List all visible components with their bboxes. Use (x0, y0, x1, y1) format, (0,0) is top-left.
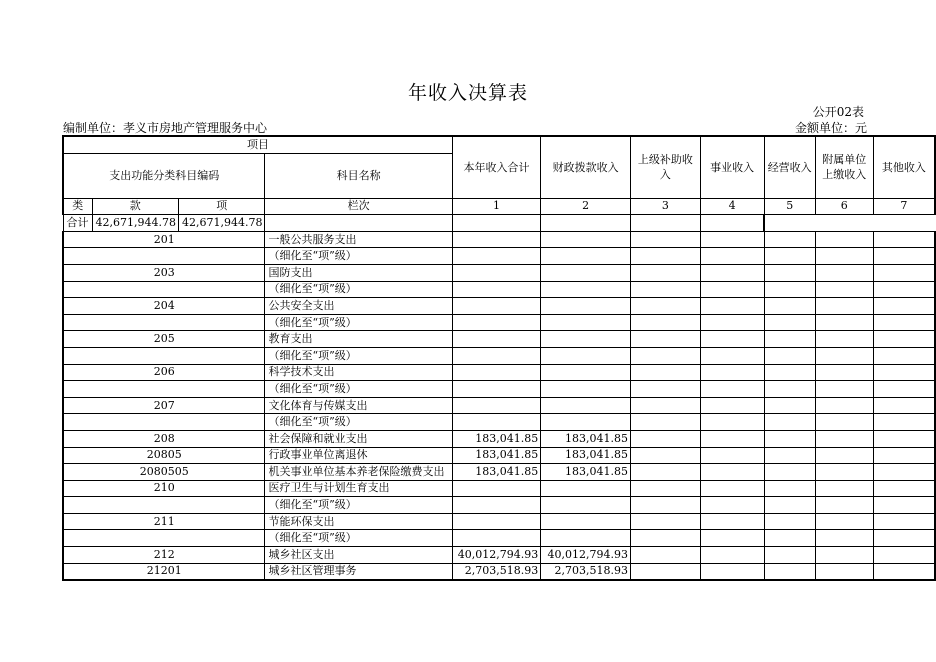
row-code: 203 (63, 264, 265, 281)
row-value-col-6 (815, 513, 873, 530)
row-value-col-6 (815, 447, 873, 464)
row-subject-name: 国防支出 (265, 264, 452, 281)
row-value-col-5 (764, 364, 815, 381)
row-subject-name: （细化至“项”级） (265, 381, 452, 398)
row-value-col-7 (873, 430, 935, 447)
row-value-col-2 (541, 264, 631, 281)
row-value-col-6 (815, 248, 873, 265)
row-code: 208 (63, 430, 265, 447)
row-value-col-4 (700, 497, 764, 514)
row-value-col-7 (873, 264, 935, 281)
row-value-col-1 (452, 480, 540, 497)
row-value-col-1 (452, 513, 540, 530)
row-value-col-3 (631, 347, 701, 364)
row-value-col-4 (700, 547, 764, 564)
row-value-col-5 (764, 248, 815, 265)
row-value-col-1 (452, 530, 540, 547)
row-value-col-1: 42,671,944.78 (92, 215, 178, 232)
col-header-subordinate-remit: 附属单位上缴收入 (815, 136, 873, 198)
row-value-col-6 (815, 331, 873, 348)
row-value-col-1 (452, 364, 540, 381)
row-value-col-2 (541, 381, 631, 398)
row-value-col-4 (700, 414, 764, 431)
row-value-col-7 (873, 298, 935, 315)
row-value-col-7 (873, 381, 935, 398)
col-number-6: 6 (815, 198, 873, 215)
row-value-col-3 (265, 215, 452, 232)
table-row (63, 430, 935, 447)
row-value-col-5 (764, 513, 815, 530)
row-value-col-5 (764, 547, 815, 564)
col-number-2: 2 (541, 198, 631, 215)
row-value-col-7 (873, 563, 935, 580)
row-value-col-6 (815, 381, 873, 398)
row-value-col-1: 183,041.85 (452, 430, 540, 447)
row-value-col-6 (815, 314, 873, 331)
table-row (63, 447, 935, 464)
row-value-col-6 (815, 530, 873, 547)
row-value-col-7 (873, 248, 935, 265)
row-subject-name: （细化至“项”级） (265, 281, 452, 298)
table-row (63, 364, 935, 381)
project-header: 项目 (63, 136, 452, 153)
row-code (63, 281, 265, 298)
row-value-col-2 (541, 397, 631, 414)
row-value-col-6 (631, 215, 701, 232)
row-code: 210 (63, 480, 265, 497)
row-value-col-5 (764, 480, 815, 497)
compiling-unit: 编制单位：孝义市房地产管理服务中心 (63, 121, 268, 135)
row-value-col-7 (873, 464, 935, 481)
row-value-col-4 (700, 264, 764, 281)
row-value-col-2 (541, 298, 631, 315)
row-value-col-5 (764, 298, 815, 315)
row-value-col-3 (631, 264, 701, 281)
col-number-1: 1 (452, 198, 540, 215)
row-value-col-1 (452, 248, 540, 265)
row-value-col-6 (815, 281, 873, 298)
row-value-col-5 (541, 215, 631, 232)
row-value-col-2 (541, 480, 631, 497)
row-value-col-7 (873, 364, 935, 381)
row-value-col-1: 2,703,518.93 (452, 563, 540, 580)
col-number-4: 4 (700, 198, 764, 215)
row-code: 201 (63, 231, 265, 248)
row-code: 205 (63, 331, 265, 348)
table-row (63, 264, 935, 281)
row-value-col-1 (452, 314, 540, 331)
row-subject-name: 公共安全支出 (265, 298, 452, 315)
row-value-col-5 (764, 464, 815, 481)
row-value-col-4 (700, 231, 764, 248)
table-row (63, 215, 935, 232)
table-row (63, 298, 935, 315)
xiang-header: 项 (178, 198, 264, 215)
row-code: 206 (63, 364, 265, 381)
table-row (63, 414, 935, 431)
row-value-col-3 (631, 397, 701, 414)
row-value-col-3 (631, 331, 701, 348)
table-row (63, 547, 935, 564)
row-value-col-5 (764, 264, 815, 281)
row-code (63, 248, 265, 265)
row-value-col-2 (541, 314, 631, 331)
row-value-col-3 (631, 298, 701, 315)
col-number-7: 7 (873, 198, 935, 215)
table-row (63, 464, 935, 481)
row-value-col-2: 42,671,944.78 (178, 215, 264, 232)
row-value-col-5 (764, 381, 815, 398)
row-value-col-3 (631, 563, 701, 580)
row-value-col-1 (452, 264, 540, 281)
col-header-superior-subsidy: 上级补助收入 (631, 136, 701, 198)
row-value-col-4 (700, 331, 764, 348)
row-value-col-4 (700, 364, 764, 381)
row-value-col-7 (873, 480, 935, 497)
row-subject-name: （细化至“项”级） (265, 347, 452, 364)
kuan-header: 款 (92, 198, 178, 215)
row-value-col-1: 40,012,794.93 (452, 547, 540, 564)
row-value-col-4 (700, 563, 764, 580)
row-subject-name: 文化体育与传媒支出 (265, 397, 452, 414)
row-value-col-5 (764, 530, 815, 547)
lanci-label: 栏次 (265, 198, 452, 215)
row-value-col-4 (452, 215, 540, 232)
amount-unit: 金额单位：元 (794, 121, 867, 135)
row-value-col-1 (452, 397, 540, 414)
row-value-col-5 (764, 563, 815, 580)
row-value-col-5 (764, 497, 815, 514)
row-value-col-6 (815, 430, 873, 447)
row-value-col-3 (631, 547, 701, 564)
row-value-col-3 (631, 447, 701, 464)
row-value-col-4 (700, 513, 764, 530)
col-header-business-income: 事业收入 (700, 136, 764, 198)
row-value-col-7 (700, 215, 764, 232)
row-value-col-4 (700, 464, 764, 481)
row-subject-name: 社会保障和就业支出 (265, 430, 452, 447)
row-value-col-2: 183,041.85 (541, 447, 631, 464)
row-value-col-2 (541, 248, 631, 265)
row-subject-name: 教育支出 (265, 331, 452, 348)
row-subject-name: （细化至“项”级） (265, 248, 452, 265)
row-value-col-2: 2,703,518.93 (541, 563, 631, 580)
row-subject-name: （细化至“项”级） (265, 414, 452, 431)
row-value-col-7 (873, 513, 935, 530)
row-value-col-2: 183,041.85 (541, 464, 631, 481)
row-subject-name: 科学技术支出 (265, 364, 452, 381)
row-value-col-5 (764, 447, 815, 464)
row-value-col-6 (815, 347, 873, 364)
row-value-col-3 (631, 281, 701, 298)
row-value-col-4 (700, 447, 764, 464)
row-value-col-3 (631, 430, 701, 447)
row-value-col-4 (700, 281, 764, 298)
row-value-col-3 (631, 314, 701, 331)
row-subject-name: 机关事业单位基本养老保险缴费支出 (265, 464, 452, 481)
row-code (63, 314, 265, 331)
table-row (63, 314, 935, 331)
row-value-col-7 (873, 397, 935, 414)
row-value-col-6 (815, 480, 873, 497)
row-value-col-4 (700, 314, 764, 331)
row-value-col-5 (764, 281, 815, 298)
row-value-col-4 (700, 397, 764, 414)
col-header-fiscal: 财政拨款收入 (541, 136, 631, 198)
row-value-col-7 (873, 530, 935, 547)
row-code (63, 530, 265, 547)
row-code (63, 347, 265, 364)
row-value-col-2: 40,012,794.93 (541, 547, 631, 564)
row-subject-name: （细化至“项”级） (265, 314, 452, 331)
row-value-col-7 (873, 314, 935, 331)
row-value-col-5 (764, 231, 815, 248)
subject-name-header: 科目名称 (265, 153, 452, 198)
row-value-col-7 (873, 331, 935, 348)
func-code-header: 支出功能分类科目编码 (63, 153, 265, 198)
table-row (63, 381, 935, 398)
row-subject-name: 行政事业单位离退休 (265, 447, 452, 464)
table-row (63, 231, 935, 248)
col-header-other-income: 其他收入 (873, 136, 935, 198)
row-value-col-4 (700, 381, 764, 398)
row-value-col-3 (631, 464, 701, 481)
row-value-col-3 (631, 530, 701, 547)
row-value-col-6 (815, 497, 873, 514)
row-value-col-3 (631, 231, 701, 248)
row-value-col-7 (873, 231, 935, 248)
row-value-col-2 (541, 530, 631, 547)
table-row (63, 248, 935, 265)
row-value-col-3 (631, 497, 701, 514)
row-value-col-3 (631, 381, 701, 398)
row-value-col-4 (700, 347, 764, 364)
row-value-col-7 (873, 447, 935, 464)
row-code: 204 (63, 298, 265, 315)
row-value-col-6 (815, 464, 873, 481)
row-value-col-3 (631, 414, 701, 431)
row-code: 21201 (63, 563, 265, 580)
row-value-col-1 (452, 381, 540, 398)
row-value-col-3 (631, 364, 701, 381)
row-value-col-6 (815, 397, 873, 414)
row-code (63, 414, 265, 431)
lei-header: 类 (63, 198, 92, 215)
row-subject-name: （细化至“项”级） (265, 497, 452, 514)
row-subject-name: 城乡社区管理事务 (265, 563, 452, 580)
row-value-col-2: 183,041.85 (541, 430, 631, 447)
row-value-col-1: 183,041.85 (452, 447, 540, 464)
row-code (63, 497, 265, 514)
row-subject-name: 城乡社区支出 (265, 547, 452, 564)
row-subject-name: 一般公共服务支出 (265, 231, 452, 248)
table-row (63, 563, 935, 580)
row-value-col-7 (873, 414, 935, 431)
row-value-col-6 (815, 547, 873, 564)
row-value-col-4 (700, 430, 764, 447)
col-number-3: 3 (631, 198, 701, 215)
row-value-col-1 (452, 281, 540, 298)
row-value-col-6 (815, 414, 873, 431)
row-value-col-5 (764, 414, 815, 431)
row-value-col-6 (815, 364, 873, 381)
row-value-col-3 (631, 513, 701, 530)
row-value-col-4 (700, 480, 764, 497)
row-value-col-1 (452, 331, 540, 348)
row-subject-name: 医疗卫生与计划生育支出 (265, 480, 452, 497)
row-value-col-3 (631, 248, 701, 265)
row-value-col-1 (452, 347, 540, 364)
report-code: 公开02表 (812, 105, 864, 119)
row-value-col-4 (700, 530, 764, 547)
row-value-col-1 (452, 298, 540, 315)
row-subject-name: （细化至“项”级） (265, 530, 452, 547)
table-row (63, 397, 935, 414)
row-code: 2080505 (63, 464, 265, 481)
row-value-col-2 (541, 231, 631, 248)
row-value-col-2 (541, 347, 631, 364)
row-code (63, 381, 265, 398)
row-value-col-2 (541, 497, 631, 514)
row-value-col-6 (815, 563, 873, 580)
row-value-col-7 (873, 347, 935, 364)
row-value-col-4 (700, 248, 764, 265)
revenue-table (62, 135, 936, 581)
row-value-col-2 (541, 513, 631, 530)
row-subject-name: 合计 (63, 215, 92, 232)
table-row (63, 513, 935, 530)
row-value-col-6 (815, 231, 873, 248)
table-row (63, 331, 935, 348)
row-subject-name: 节能环保支出 (265, 513, 452, 530)
table-row (63, 497, 935, 514)
row-value-col-2 (541, 364, 631, 381)
table-row (63, 281, 935, 298)
row-code: 20805 (63, 447, 265, 464)
report-title: 年收入决算表 (407, 82, 528, 104)
row-value-col-6 (815, 298, 873, 315)
col-header-operating-income: 经营收入 (764, 136, 815, 198)
row-code: 211 (63, 513, 265, 530)
row-value-col-7 (873, 547, 935, 564)
row-value-col-1 (452, 414, 540, 431)
col-number-5: 5 (764, 198, 815, 215)
row-value-col-5 (764, 430, 815, 447)
row-code: 212 (63, 547, 265, 564)
row-value-col-5 (764, 314, 815, 331)
row-value-col-5 (764, 331, 815, 348)
row-value-col-3 (631, 480, 701, 497)
row-value-col-7 (873, 497, 935, 514)
table-row (63, 530, 935, 547)
row-value-col-2 (541, 414, 631, 431)
table-row (63, 480, 935, 497)
row-value-col-1: 183,041.85 (452, 464, 540, 481)
row-value-col-5 (764, 347, 815, 364)
row-value-col-2 (541, 331, 631, 348)
row-value-col-1 (452, 231, 540, 248)
table-row (63, 347, 935, 364)
row-value-col-7 (873, 281, 935, 298)
row-value-col-5 (764, 397, 815, 414)
row-value-col-6 (815, 264, 873, 281)
col-header-total: 本年收入合计 (452, 136, 540, 198)
row-value-col-2 (541, 281, 631, 298)
row-value-col-4 (700, 298, 764, 315)
row-value-col-1 (452, 497, 540, 514)
row-code: 207 (63, 397, 265, 414)
